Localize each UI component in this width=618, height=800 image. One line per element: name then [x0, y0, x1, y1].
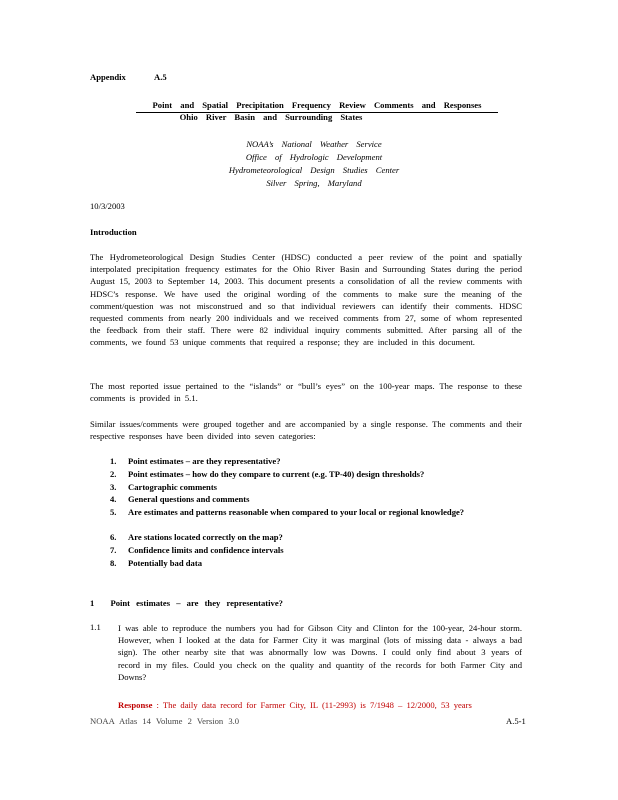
page-number: A.5-1	[506, 716, 526, 726]
section-1-heading: 1 Point estimates – are they representative?	[90, 598, 283, 608]
intro-heading: Introduction	[90, 227, 137, 237]
agency-line-1: NOAA’s National Weather Service	[246, 139, 382, 149]
document-title: Point and Spatial Precipitation Frequency Review Comments and Responses	[136, 100, 498, 113]
category-item: 3. Cartographic comments	[110, 482, 218, 492]
category-item: 4. General questions and comments	[110, 494, 250, 504]
response-label: Response	[118, 700, 153, 710]
appendix-number: A.5	[153, 72, 167, 82]
category-item: 6. Are stations located correctly on the map?	[110, 532, 283, 542]
response-line	[118, 700, 530, 712]
intro-paragraph-3: Similar issues/comments were grouped together and are accompanied by a single response. The comments and their respective responses have been divided into seven categories:	[90, 419, 522, 442]
footer-left: NOAA Atlas 14 Volume 2 Version 3.0	[90, 716, 240, 726]
appendix-word: Appendix	[90, 72, 126, 82]
item-1-1-text: I was able to reproduce the numbers you had for Gibson City and Clinton for the 100-year, 24-hour storm. However, when I looked at the data for Farmer City it was marginal (lots of missing data - always a bad sign). The other nearby site that was abnormally low was Downs. I could only find about 3 years of record in my files. Could you check on the quality and quantity of the records for both Farmer City and Downs?	[118, 623, 522, 682]
category-item: 8. Potentially bad data	[110, 558, 203, 568]
agency-line-2: Office of Hydrologic Development	[245, 152, 383, 162]
category-item: 2. Point estimates – how do they compare to current (e.g. TP-40) design thresholds?	[110, 469, 425, 479]
intro-paragraph-1: The Hydrometeorological Design Studies Center (HDSC) conducted a peer review of the point and spatially interpolated precipitation frequency estimates for the Ohio River Basin and Surrounding States during the period August 15, 2003 to September 14, 2003. This document presents a consolidation of all the review comments with HDSC’s response. We have used the original wording of the comments to make sure the meaning of the comment/question was not misconstrued and so that individual reviewers can identify their comments. HDSC requested comments from nearly 200 individuals and we received comments from 27, some of whom represented the feedback from their staff. There were 82 individual inquiry comments submitted. After parsing all of the comments, we found 53 unique comments that required a response; they are included in this document.	[90, 252, 522, 348]
category-item: 1. Point estimates – are they representative?	[110, 456, 281, 466]
item-number: 1.1	[90, 622, 101, 632]
agency-line-3: Hydrometeorological Design Studies Center	[228, 165, 400, 175]
document-subtitle: Ohio River Basin and Surrounding States	[179, 112, 363, 122]
document-date: 10/3/2003	[90, 201, 125, 211]
intro-paragraph-2: The most reported issue pertained to the “islands” or “bull’s eyes” on the 100-year maps. The response to these comments is provided in 5.1.	[90, 381, 522, 404]
category-item: 5. Are estimates and patterns reasonable when compared to your local or regional knowledge?	[110, 507, 465, 517]
response-text: : The daily data record for Farmer City, IL (11-2993) is 7/1948 – 12/2000, 53 years	[156, 700, 472, 710]
appendix-label	[90, 72, 167, 84]
agency-line-4: Silver Spring, Maryland	[266, 178, 362, 188]
category-item: 7. Confidence limits and confidence intervals	[110, 545, 284, 555]
